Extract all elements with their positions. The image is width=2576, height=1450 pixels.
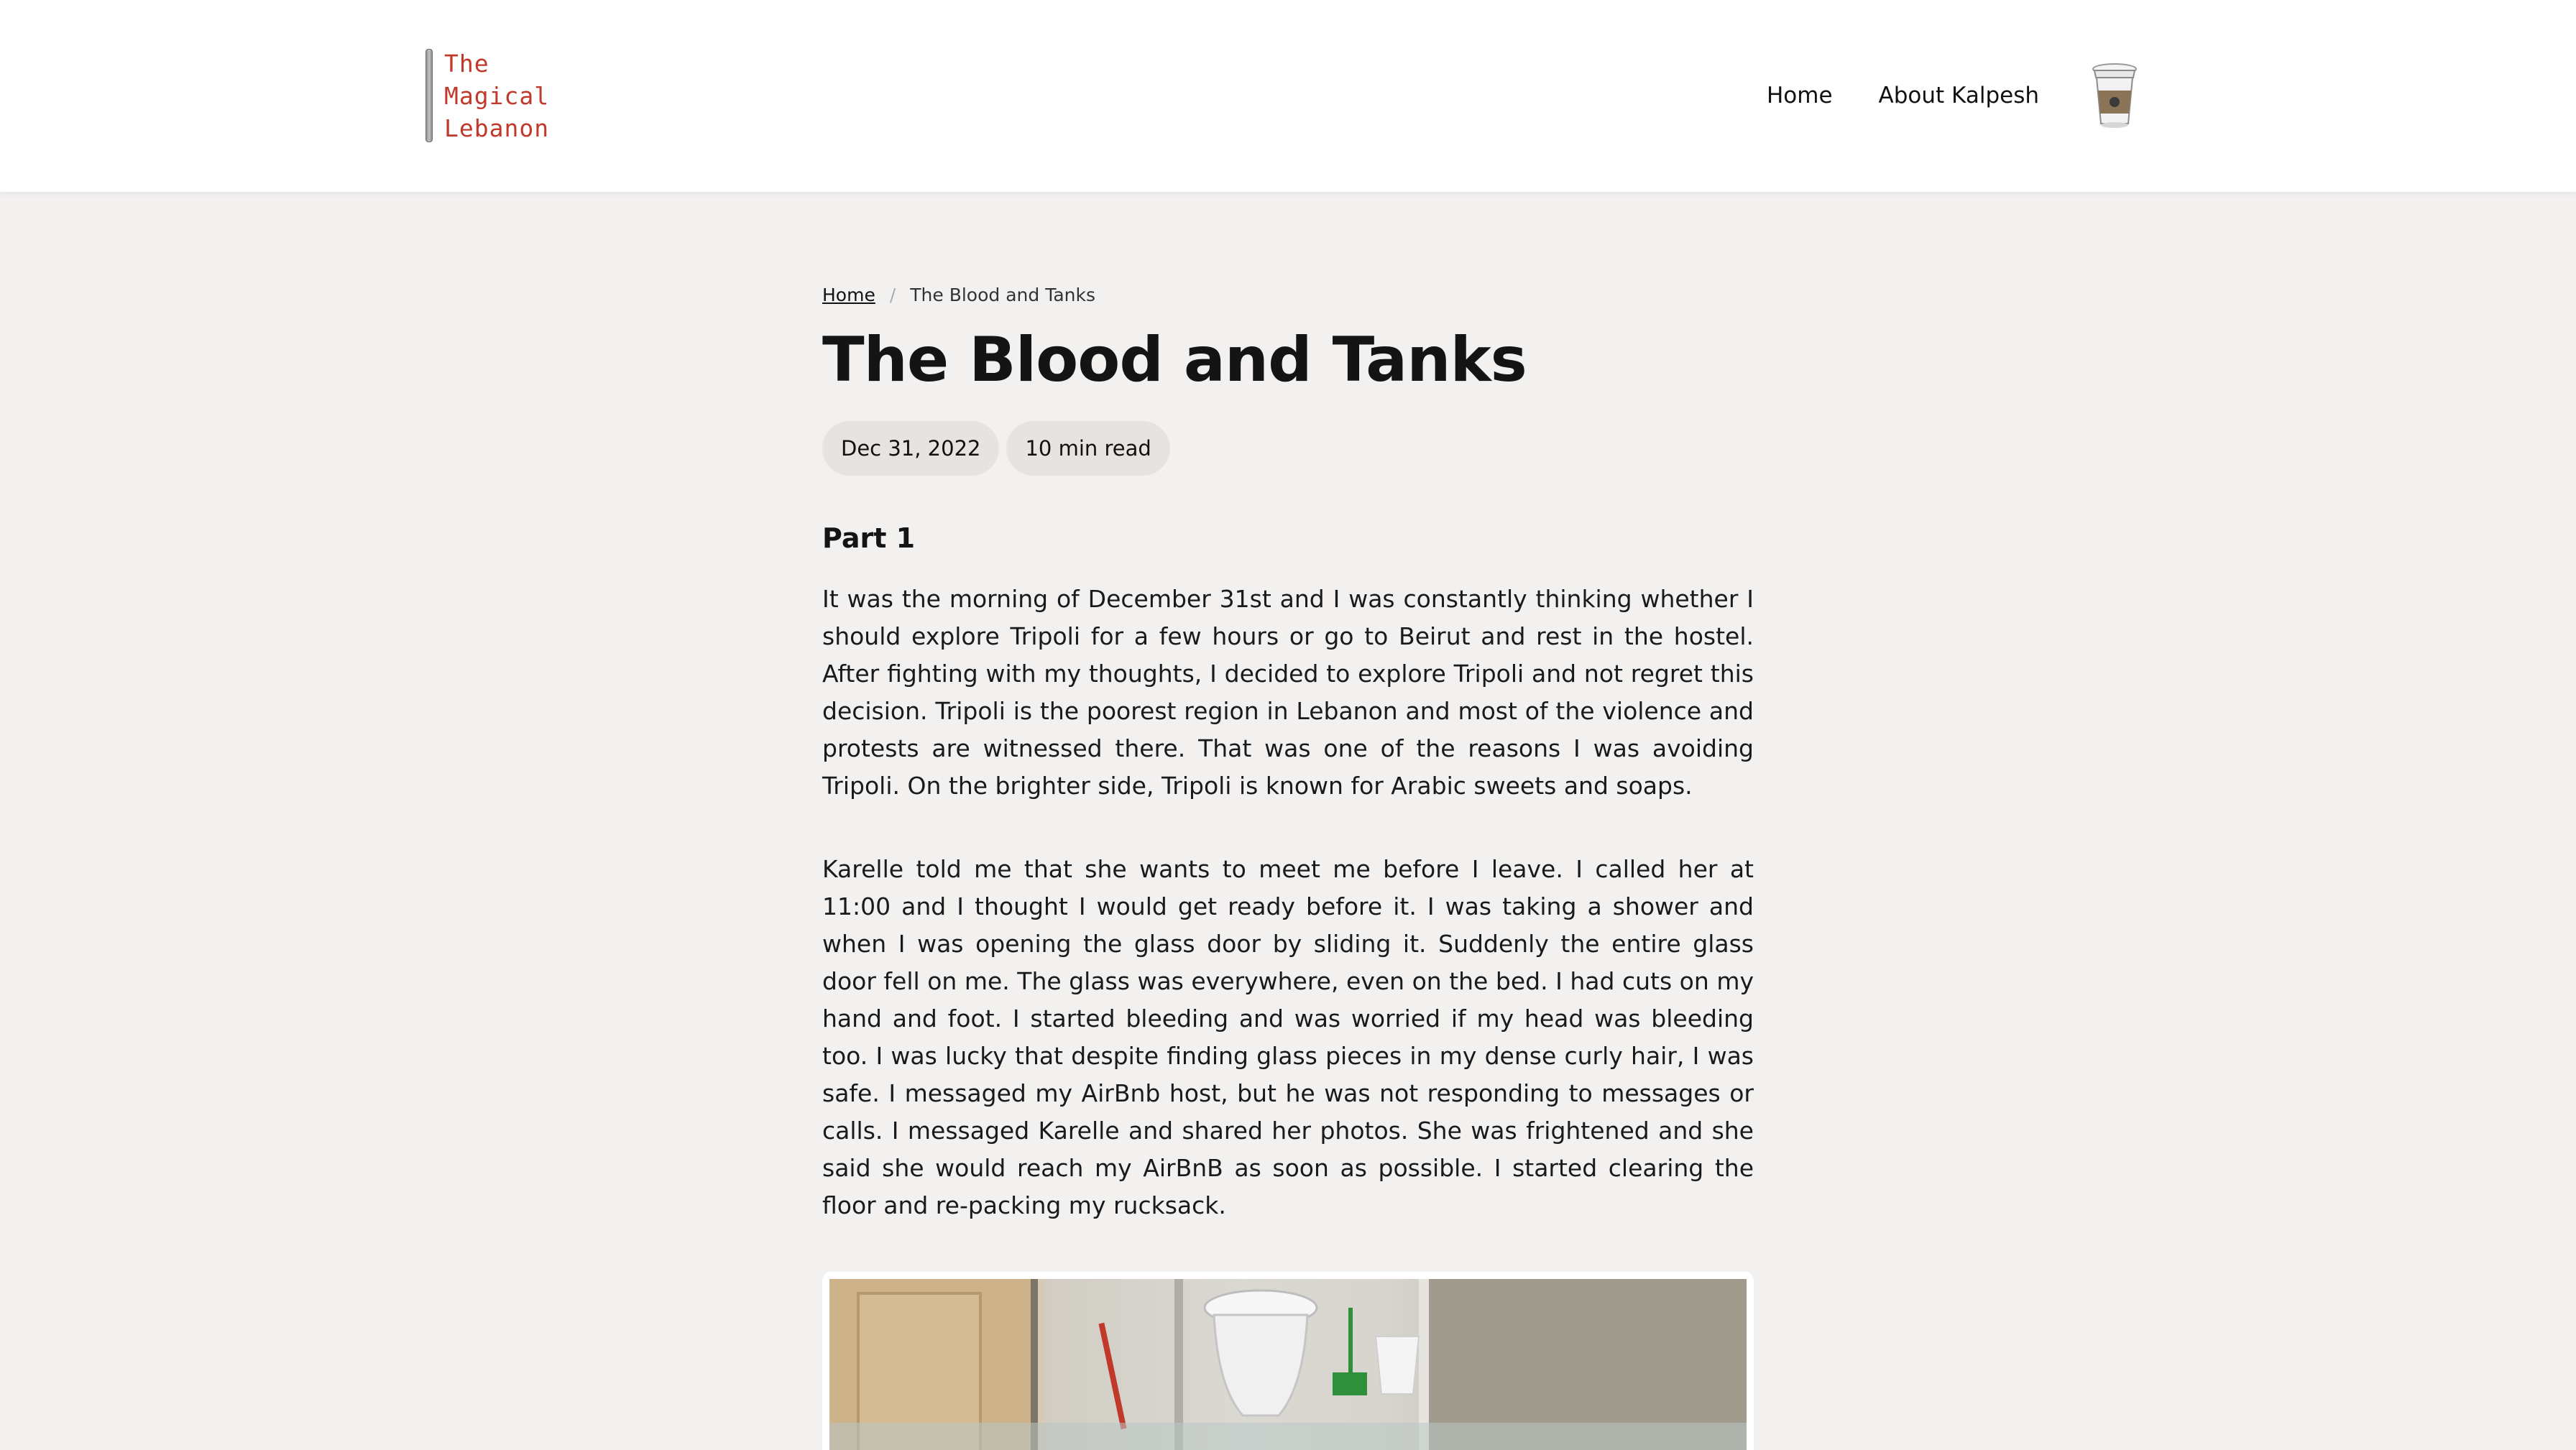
- breadcrumb-home-link[interactable]: Home: [822, 284, 875, 305]
- site-logo[interactable]: [426, 49, 555, 144]
- post-meta: [822, 421, 1754, 476]
- breadcrumb: [822, 280, 1754, 309]
- main-nav: [1767, 78, 2039, 114]
- date-badge: Dec 31, 2022: [822, 421, 999, 476]
- article-paragraph: It was the morning of December 31st and I was constantly thinking whether I should explore Tripoli for a few hours or go to Beirut and rest in the hostel. After fighting with my thoughts, I decided to explore Tripoli and not regret this decision. Tripoli is the poorest region in Lebanon and most of the violence and protests are witnessed there. That was one of the reasons I was avoiding Tripoli. On the brighter side, Tripoli is known for Arabic sweets and soaps.: [822, 585, 1754, 800]
- bathroom-photo[interactable]: [829, 1279, 1747, 1450]
- logo-line-3: Lebanon: [444, 114, 550, 142]
- logo-pencil-icon: [426, 49, 433, 142]
- article-paragraph: Karelle told me that she wants to meet me before I leave. I called her at 11:00 and I thought I would get ready before it. I was taking a shower and when I was opening the glass door by sliding it. Suddenly the entire glass door fell on me. The glass was everywhere, even on the bed. I had cuts on my hand and foot. I started bleeding and was worried if my head was bleeding too. I was lucky that despite finding glass pieces in my dense curly hair, I was safe. I messaged my AirBnb host, but he was not responding to messages or calls. I messaged Karelle and shared her photos. She was frightened and she said she would reach my AirBnB as soon as possible. I started clearing the floor and re-packing my rucksack.: [822, 855, 1754, 1219]
- read-time-badge: 10 min read: [1006, 421, 1169, 476]
- photo-illustration: [829, 1279, 1747, 1450]
- site-header: [0, 0, 2576, 192]
- article-photo-frame: [822, 1272, 1754, 1450]
- logo-line-2: Magical: [444, 82, 550, 110]
- nav-about-link[interactable]: About Kalpesh: [1878, 83, 2039, 108]
- page-title: The Blood and Tanks: [822, 324, 1527, 396]
- coffee-cup-icon[interactable]: [2089, 62, 2140, 131]
- nav-home-link[interactable]: Home: [1767, 83, 1833, 108]
- breadcrumb-current: The Blood and Tanks: [910, 284, 1095, 305]
- article: [822, 280, 1754, 1450]
- breadcrumb-separator: /: [889, 284, 896, 305]
- logo-text: [444, 49, 549, 144]
- section-heading: Part 1: [822, 522, 916, 554]
- logo-line-1: The: [444, 50, 489, 78]
